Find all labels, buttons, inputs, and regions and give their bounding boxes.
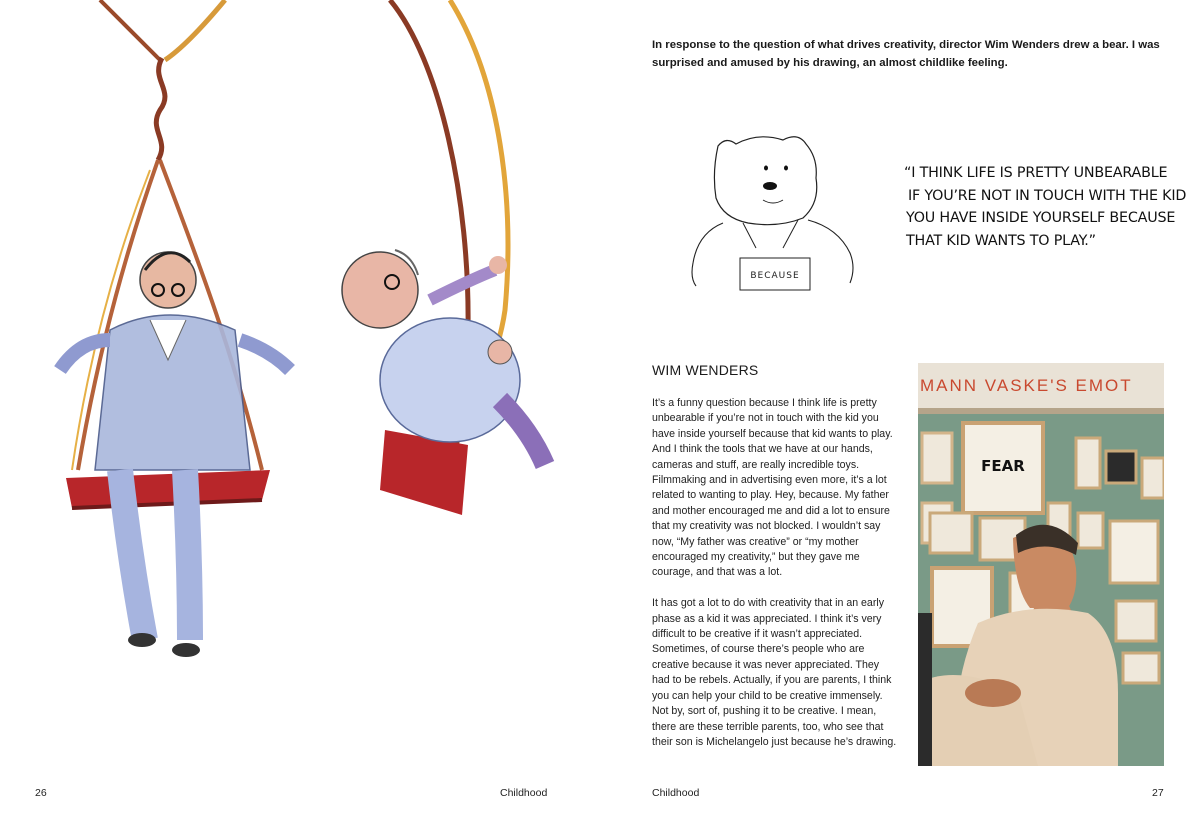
left-section-label: Childhood	[500, 787, 548, 799]
intro-paragraph: In response to the question of what drives creativity, director Wim Wenders drew a bear. I was surprised and amused by his drawing, an almost childlike feeling.	[652, 39, 1160, 69]
swing-illustration	[0, 0, 600, 780]
body-paragraph: It’s a funny question because I think life is pretty unbearable if you’re not in touch with the kid you have inside yourself because that kid wants to play. And I think the tools that we have at our hands, cameras and stuff, are really incredible toys. Filmmaking and in advertising even more, it’s a lot related to wanting to play. Hey, because. My father and mother encouraged me and did a lot to ensure that my creativity was not blocked. I wouldn’t say now, “My father was creative” or “my mother encouraged my creativity,” but they gave me courage, and that was a lot.	[652, 397, 893, 579]
photo-artwork-text: FEAR	[981, 457, 1025, 475]
pull-quote	[904, 162, 1194, 252]
photo-banner-text: MANN VASKE'S EMOT	[920, 376, 1133, 395]
left-page-number: 26	[35, 787, 47, 799]
right-section-label: Childhood	[652, 787, 700, 799]
bear-sign-text: BECAUSE	[750, 271, 800, 281]
body-paragraph: It has got a lot to do with creativity that in an early phase as a kid it was appreciated. I think it’s very difficult to be creative if it wasn’t appreciated. Sometimes, of course there’s people who are creative because it was never appreciated. They had to be rebels. Actually, if you are parents, I think you can help your child to be creative immensely. Not by, sort of, pushing it to be creative. I mean, there are these terrible parents, too, who see that their son is Michelangelo just because he’s drawing.	[652, 597, 897, 748]
interviewee-heading: WIM WENDERS	[652, 362, 759, 378]
quote-line: IF YOU’RE NOT IN TOUCH WITH THE KID	[908, 187, 1187, 204]
wim-wenders-photo	[918, 363, 1164, 766]
right-page-number: 27	[1152, 787, 1164, 799]
bear-drawing	[688, 128, 868, 303]
quote-line: THAT KID WANTS TO PLAY.”	[906, 232, 1096, 249]
quote-line: YOU HAVE INSIDE YOURSELF BECAUSE	[906, 210, 1176, 226]
interview-body	[652, 396, 897, 750]
quote-line: “I THINK LIFE IS PRETTY UNBEARABLE	[904, 165, 1168, 181]
right-page	[600, 0, 1200, 829]
